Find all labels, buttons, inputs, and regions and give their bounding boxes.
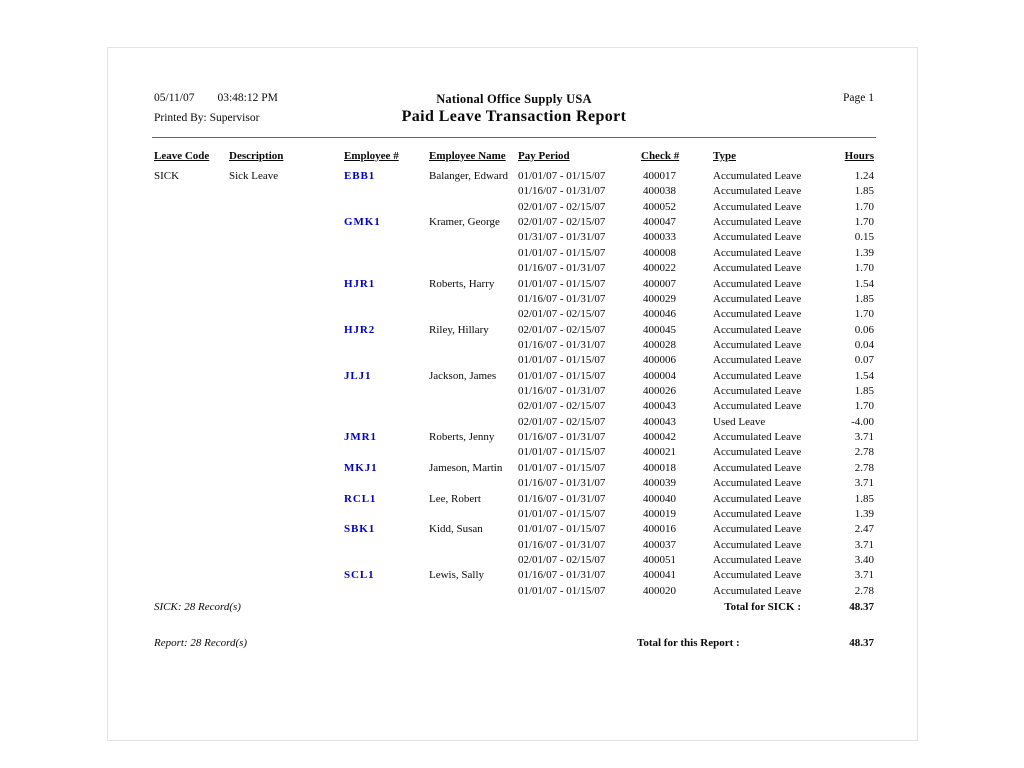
description-cell <box>229 445 344 460</box>
employee-name-cell <box>429 584 518 599</box>
description-cell <box>229 415 344 430</box>
report-time: 03:48:12 PM <box>217 92 278 104</box>
employee-number-link <box>344 338 429 353</box>
type-cell: Accumulated Leave <box>713 553 802 566</box>
pay-period-cell: 01/31/07 - 01/31/07 <box>518 231 606 244</box>
table-row <box>154 507 874 522</box>
employee-number-link[interactable]: HJR1 <box>344 277 376 290</box>
employee-number-link <box>344 415 429 430</box>
hours-cell: 1.54 <box>854 369 874 382</box>
report-summary-row <box>154 636 874 651</box>
pay-period-cell: 01/16/07 - 01/31/07 <box>518 292 606 305</box>
employee-number-link <box>344 261 429 276</box>
hours-cell: 2.78 <box>854 446 874 459</box>
leave-code-cell <box>154 292 229 307</box>
employee-name-cell: Lewis, Sally <box>429 569 484 582</box>
hours-cell: 0.06 <box>854 323 874 336</box>
header-divider-line <box>152 137 876 138</box>
hours-cell: 0.15 <box>854 231 874 244</box>
table-row <box>154 522 874 537</box>
type-cell: Accumulated Leave <box>713 569 802 582</box>
table-row <box>154 184 874 199</box>
table-row <box>154 292 874 307</box>
employee-name-cell <box>429 507 518 522</box>
employee-number-link[interactable]: SBK1 <box>344 523 376 536</box>
table-row <box>154 169 874 184</box>
column-header-check-number: Check # <box>641 150 680 162</box>
employee-number-link <box>344 384 429 399</box>
employee-number-link <box>344 507 429 522</box>
check-number-cell: 400045 <box>643 323 676 336</box>
description-cell <box>229 246 344 261</box>
description-cell <box>229 215 344 230</box>
hours-cell: 3.71 <box>854 569 874 582</box>
hours-cell: 1.70 <box>854 200 874 213</box>
report-total-label: Total for this Report : <box>637 637 740 649</box>
employee-name-cell <box>429 445 518 460</box>
pay-period-cell: 01/16/07 - 01/31/07 <box>518 338 606 351</box>
description-cell <box>229 184 344 199</box>
pay-period-cell: 01/01/07 - 01/15/07 <box>518 277 606 290</box>
employee-name-cell <box>429 338 518 353</box>
check-number-cell: 400038 <box>643 185 676 198</box>
check-number-cell: 400051 <box>643 553 676 566</box>
employee-name-cell <box>429 230 518 245</box>
employee-number-link[interactable]: GMK1 <box>344 216 381 229</box>
type-cell: Accumulated Leave <box>713 216 802 229</box>
check-number-cell: 400043 <box>643 415 676 428</box>
report-date: 05/11/07 <box>154 92 195 104</box>
type-cell: Accumulated Leave <box>713 400 802 413</box>
pay-period-cell: 02/01/07 - 02/15/07 <box>518 308 606 321</box>
table-row <box>154 538 874 553</box>
table-row <box>154 568 874 583</box>
employee-number-link <box>344 184 429 199</box>
table-row <box>154 323 874 338</box>
type-cell: Accumulated Leave <box>713 446 802 459</box>
employee-number-link <box>344 246 429 261</box>
check-number-cell: 400033 <box>643 231 676 244</box>
pay-period-cell: 01/01/07 - 01/15/07 <box>518 246 606 259</box>
description-cell <box>229 584 344 599</box>
hours-cell: 0.07 <box>854 354 874 367</box>
company-name: National Office Supply USA <box>436 92 592 106</box>
check-number-cell: 400007 <box>643 277 676 290</box>
hours-cell: 2.47 <box>854 523 874 536</box>
check-number-cell: 400037 <box>643 538 676 551</box>
column-header-pay-period: Pay Period <box>518 150 570 162</box>
group-total-label: Total for SICK : <box>724 601 801 613</box>
check-number-cell: 400019 <box>643 507 676 520</box>
check-number-cell: 400006 <box>643 354 676 367</box>
check-number-cell: 400026 <box>643 385 676 398</box>
table-row <box>154 277 874 292</box>
leave-code-cell: SICK <box>154 170 180 182</box>
leave-code-cell <box>154 461 229 476</box>
hours-cell: 1.54 <box>854 277 874 290</box>
hours-cell: 1.70 <box>854 216 874 229</box>
table-row <box>154 445 874 460</box>
employee-number-link <box>344 292 429 307</box>
employee-number-link <box>344 200 429 215</box>
pay-period-cell: 01/01/07 - 01/15/07 <box>518 170 606 182</box>
type-cell: Accumulated Leave <box>713 292 802 305</box>
leave-code-cell <box>154 323 229 338</box>
employee-number-link[interactable]: EBB1 <box>344 170 376 182</box>
type-cell: Accumulated Leave <box>713 338 802 351</box>
description-cell <box>229 568 344 583</box>
description-cell <box>229 338 344 353</box>
type-cell: Accumulated Leave <box>713 354 802 367</box>
type-cell: Accumulated Leave <box>713 584 802 597</box>
pay-period-cell: 01/01/07 - 01/15/07 <box>518 523 606 536</box>
pay-period-cell: 01/01/07 - 01/15/07 <box>518 584 606 597</box>
leave-code-cell <box>154 445 229 460</box>
employee-number-link[interactable]: RCL1 <box>344 492 377 505</box>
pay-period-cell: 01/01/07 - 01/15/07 <box>518 446 606 459</box>
leave-code-cell <box>154 184 229 199</box>
employee-name-cell: Riley, Hillary <box>429 323 489 336</box>
description-cell <box>229 476 344 491</box>
employee-number-link <box>344 445 429 460</box>
hours-cell: 3.40 <box>854 553 874 566</box>
pay-period-cell: 01/16/07 - 01/31/07 <box>518 569 606 582</box>
pay-period-cell: 01/01/07 - 01/15/07 <box>518 507 606 520</box>
employee-number-link[interactable]: SCL1 <box>344 569 375 582</box>
pay-period-cell: 02/01/07 - 02/15/07 <box>518 553 606 566</box>
check-number-cell: 400046 <box>643 308 676 321</box>
leave-code-cell <box>154 369 229 384</box>
hours-cell: 1.24 <box>854 170 874 182</box>
pay-period-cell: 02/01/07 - 02/15/07 <box>518 200 606 213</box>
type-cell: Accumulated Leave <box>713 323 802 336</box>
check-number-cell: 400004 <box>643 369 676 382</box>
hours-cell: 1.70 <box>854 308 874 321</box>
group-record-count: SICK: 28 Record(s) <box>154 601 241 613</box>
employee-number-link[interactable]: HJR2 <box>344 323 376 336</box>
employee-number-link <box>344 353 429 368</box>
description-cell <box>229 230 344 245</box>
employee-number-link <box>344 307 429 322</box>
leave-code-cell <box>154 338 229 353</box>
employee-name-cell <box>429 261 518 276</box>
hours-cell: 1.39 <box>854 246 874 259</box>
leave-code-cell <box>154 261 229 276</box>
pay-period-cell: 01/16/07 - 01/31/07 <box>518 431 606 444</box>
table-row <box>154 492 874 507</box>
employee-number-link[interactable]: JMR1 <box>344 431 377 444</box>
check-number-cell: 400016 <box>643 523 676 536</box>
table-row <box>154 476 874 491</box>
leave-code-cell <box>154 246 229 261</box>
type-cell: Used Leave <box>713 415 766 428</box>
leave-code-cell <box>154 230 229 245</box>
table-row <box>154 307 874 322</box>
table-row <box>154 384 874 399</box>
employee-number-link <box>344 584 429 599</box>
hours-cell: -4.00 <box>851 415 874 428</box>
hours-cell: 1.70 <box>854 262 874 275</box>
leave-code-cell <box>154 584 229 599</box>
pay-period-cell: 01/16/07 - 01/31/07 <box>518 262 606 275</box>
employee-name-cell <box>429 292 518 307</box>
report-page <box>107 47 918 741</box>
employee-name-cell <box>429 200 518 215</box>
hours-cell: 3.71 <box>854 538 874 551</box>
pay-period-cell: 01/01/07 - 01/15/07 <box>518 369 606 382</box>
leave-code-cell <box>154 307 229 322</box>
employee-number-link <box>344 538 429 553</box>
description-cell <box>229 353 344 368</box>
check-number-cell: 400047 <box>643 216 676 229</box>
employee-name-cell <box>429 307 518 322</box>
type-cell: Accumulated Leave <box>713 431 802 444</box>
column-header-type: Type <box>713 150 737 162</box>
check-number-cell: 400022 <box>643 262 676 275</box>
type-cell: Accumulated Leave <box>713 308 802 321</box>
hours-cell: 1.85 <box>854 385 874 398</box>
printed-by: Printed By: Supervisor <box>154 112 260 124</box>
description-cell <box>229 261 344 276</box>
employee-name-cell: Roberts, Jenny <box>429 431 495 444</box>
pay-period-cell: 01/16/07 - 01/31/07 <box>518 492 606 505</box>
leave-code-cell <box>154 476 229 491</box>
hours-cell: 1.85 <box>854 492 874 505</box>
table-row <box>154 261 874 276</box>
table-row <box>154 215 874 230</box>
pay-period-cell: 01/16/07 - 01/31/07 <box>518 477 606 490</box>
table-row <box>154 415 874 430</box>
description-cell: Sick Leave <box>229 170 279 182</box>
leave-code-cell <box>154 277 229 292</box>
check-number-cell: 400041 <box>643 569 676 582</box>
employee-name-cell <box>429 538 518 553</box>
pay-period-cell: 02/01/07 - 02/15/07 <box>518 415 606 428</box>
table-row <box>154 461 874 476</box>
description-cell <box>229 430 344 445</box>
leave-code-cell <box>154 353 229 368</box>
leave-code-cell <box>154 507 229 522</box>
report-record-count: Report: 28 Record(s) <box>154 637 248 649</box>
check-number-cell: 400028 <box>643 338 676 351</box>
pay-period-cell: 02/01/07 - 02/15/07 <box>518 400 606 413</box>
type-cell: Accumulated Leave <box>713 369 802 382</box>
type-cell: Accumulated Leave <box>713 185 802 198</box>
description-cell <box>229 538 344 553</box>
description-cell <box>229 369 344 384</box>
pay-period-cell: 02/01/07 - 02/15/07 <box>518 323 606 336</box>
check-number-cell: 400052 <box>643 200 676 213</box>
table-row <box>154 200 874 215</box>
check-number-cell: 400042 <box>643 431 676 444</box>
employee-name-cell: Kidd, Susan <box>429 523 483 536</box>
hours-cell: 1.85 <box>854 292 874 305</box>
employee-name-cell <box>429 353 518 368</box>
pay-period-cell: 01/16/07 - 01/31/07 <box>518 385 606 398</box>
description-cell <box>229 277 344 292</box>
employee-name-cell <box>429 384 518 399</box>
employee-name-cell: Roberts, Harry <box>429 277 495 290</box>
type-cell: Accumulated Leave <box>713 461 802 474</box>
leave-code-cell <box>154 553 229 568</box>
table-row <box>154 430 874 445</box>
hours-cell: 2.78 <box>854 461 874 474</box>
pay-period-cell: 01/16/07 - 01/31/07 <box>518 538 606 551</box>
page-number: Page 1 <box>843 92 874 104</box>
description-cell <box>229 461 344 476</box>
check-number-cell: 400040 <box>643 492 676 505</box>
leave-code-cell <box>154 492 229 507</box>
description-cell <box>229 522 344 537</box>
column-header-employee-number: Employee # <box>344 150 399 162</box>
hours-cell: 0.04 <box>854 338 874 351</box>
description-cell <box>229 292 344 307</box>
column-header-employee-name: Employee Name <box>429 150 506 162</box>
check-number-cell: 400020 <box>643 584 676 597</box>
pay-period-cell: 02/01/07 - 02/15/07 <box>518 216 606 229</box>
table-row <box>154 338 874 353</box>
description-cell <box>229 553 344 568</box>
table-row <box>154 553 874 568</box>
check-number-cell: 400017 <box>643 170 676 182</box>
group-total-value: 48.37 <box>849 601 874 613</box>
pay-period-cell: 01/01/07 - 01/15/07 <box>518 461 606 474</box>
type-cell: Accumulated Leave <box>713 492 802 505</box>
hours-cell: 1.85 <box>854 185 874 198</box>
type-cell: Accumulated Leave <box>713 262 802 275</box>
type-cell: Accumulated Leave <box>713 385 802 398</box>
group-summary-row <box>154 600 874 615</box>
employee-number-link[interactable]: MKJ1 <box>344 461 378 474</box>
employee-name-cell <box>429 246 518 261</box>
employee-name-cell: Jameson, Martin <box>429 461 503 474</box>
type-cell: Accumulated Leave <box>713 477 802 490</box>
leave-code-cell <box>154 538 229 553</box>
report-title: Paid Leave Transaction Report <box>401 108 627 125</box>
pay-period-cell: 01/01/07 - 01/15/07 <box>518 354 606 367</box>
table-row <box>154 584 874 599</box>
pay-period-cell: 01/16/07 - 01/31/07 <box>518 185 606 198</box>
table-row <box>154 246 874 261</box>
column-header-hours: Hours <box>844 150 874 162</box>
leave-table-body <box>154 169 874 599</box>
type-cell: Accumulated Leave <box>713 538 802 551</box>
employee-name-cell <box>429 399 518 414</box>
check-number-cell: 400029 <box>643 292 676 305</box>
employee-number-link <box>344 230 429 245</box>
table-row <box>154 369 874 384</box>
report-total-value: 48.37 <box>849 637 874 649</box>
table-header-row <box>154 150 874 169</box>
description-cell <box>229 307 344 322</box>
type-cell: Accumulated Leave <box>713 277 802 290</box>
leave-code-cell <box>154 215 229 230</box>
leave-code-cell <box>154 430 229 445</box>
column-header-leave-code: Leave Code <box>154 150 210 162</box>
employee-name-cell <box>429 476 518 491</box>
description-cell <box>229 507 344 522</box>
hours-cell: 2.78 <box>854 584 874 597</box>
hours-cell: 1.39 <box>854 507 874 520</box>
column-header-description: Description <box>229 150 284 162</box>
description-cell <box>229 323 344 338</box>
type-cell: Accumulated Leave <box>713 231 802 244</box>
employee-number-link <box>344 553 429 568</box>
type-cell: Accumulated Leave <box>713 523 802 536</box>
employee-name-cell <box>429 553 518 568</box>
check-number-cell: 400018 <box>643 461 676 474</box>
employee-name-cell: Jackson, James <box>429 369 497 382</box>
type-cell: Accumulated Leave <box>713 246 802 259</box>
leave-code-cell <box>154 568 229 583</box>
employee-name-cell <box>429 415 518 430</box>
description-cell <box>229 492 344 507</box>
employee-number-link <box>344 476 429 491</box>
check-number-cell: 400021 <box>643 446 676 459</box>
description-cell <box>229 399 344 414</box>
table-row <box>154 353 874 368</box>
employee-name-cell: Kramer, George <box>429 216 500 229</box>
hours-cell: 3.71 <box>854 477 874 490</box>
type-cell: Accumulated Leave <box>713 507 802 520</box>
employee-name-cell <box>429 184 518 199</box>
leave-code-cell <box>154 399 229 414</box>
check-number-cell: 400008 <box>643 246 676 259</box>
description-cell <box>229 384 344 399</box>
employee-name-cell: Balanger, Edward <box>429 170 508 182</box>
leave-code-cell <box>154 200 229 215</box>
leave-table <box>154 150 874 599</box>
table-row <box>154 230 874 245</box>
employee-number-link <box>344 399 429 414</box>
type-cell: Accumulated Leave <box>713 170 802 182</box>
check-number-cell: 400043 <box>643 400 676 413</box>
leave-code-cell <box>154 415 229 430</box>
description-cell <box>229 200 344 215</box>
employee-number-link[interactable]: JLJ1 <box>344 369 372 382</box>
hours-cell: 3.71 <box>854 431 874 444</box>
leave-code-cell <box>154 522 229 537</box>
type-cell: Accumulated Leave <box>713 200 802 213</box>
hours-cell: 1.70 <box>854 400 874 413</box>
leave-code-cell <box>154 384 229 399</box>
employee-name-cell: Lee, Robert <box>429 492 481 505</box>
check-number-cell: 400039 <box>643 477 676 490</box>
table-row <box>154 399 874 414</box>
